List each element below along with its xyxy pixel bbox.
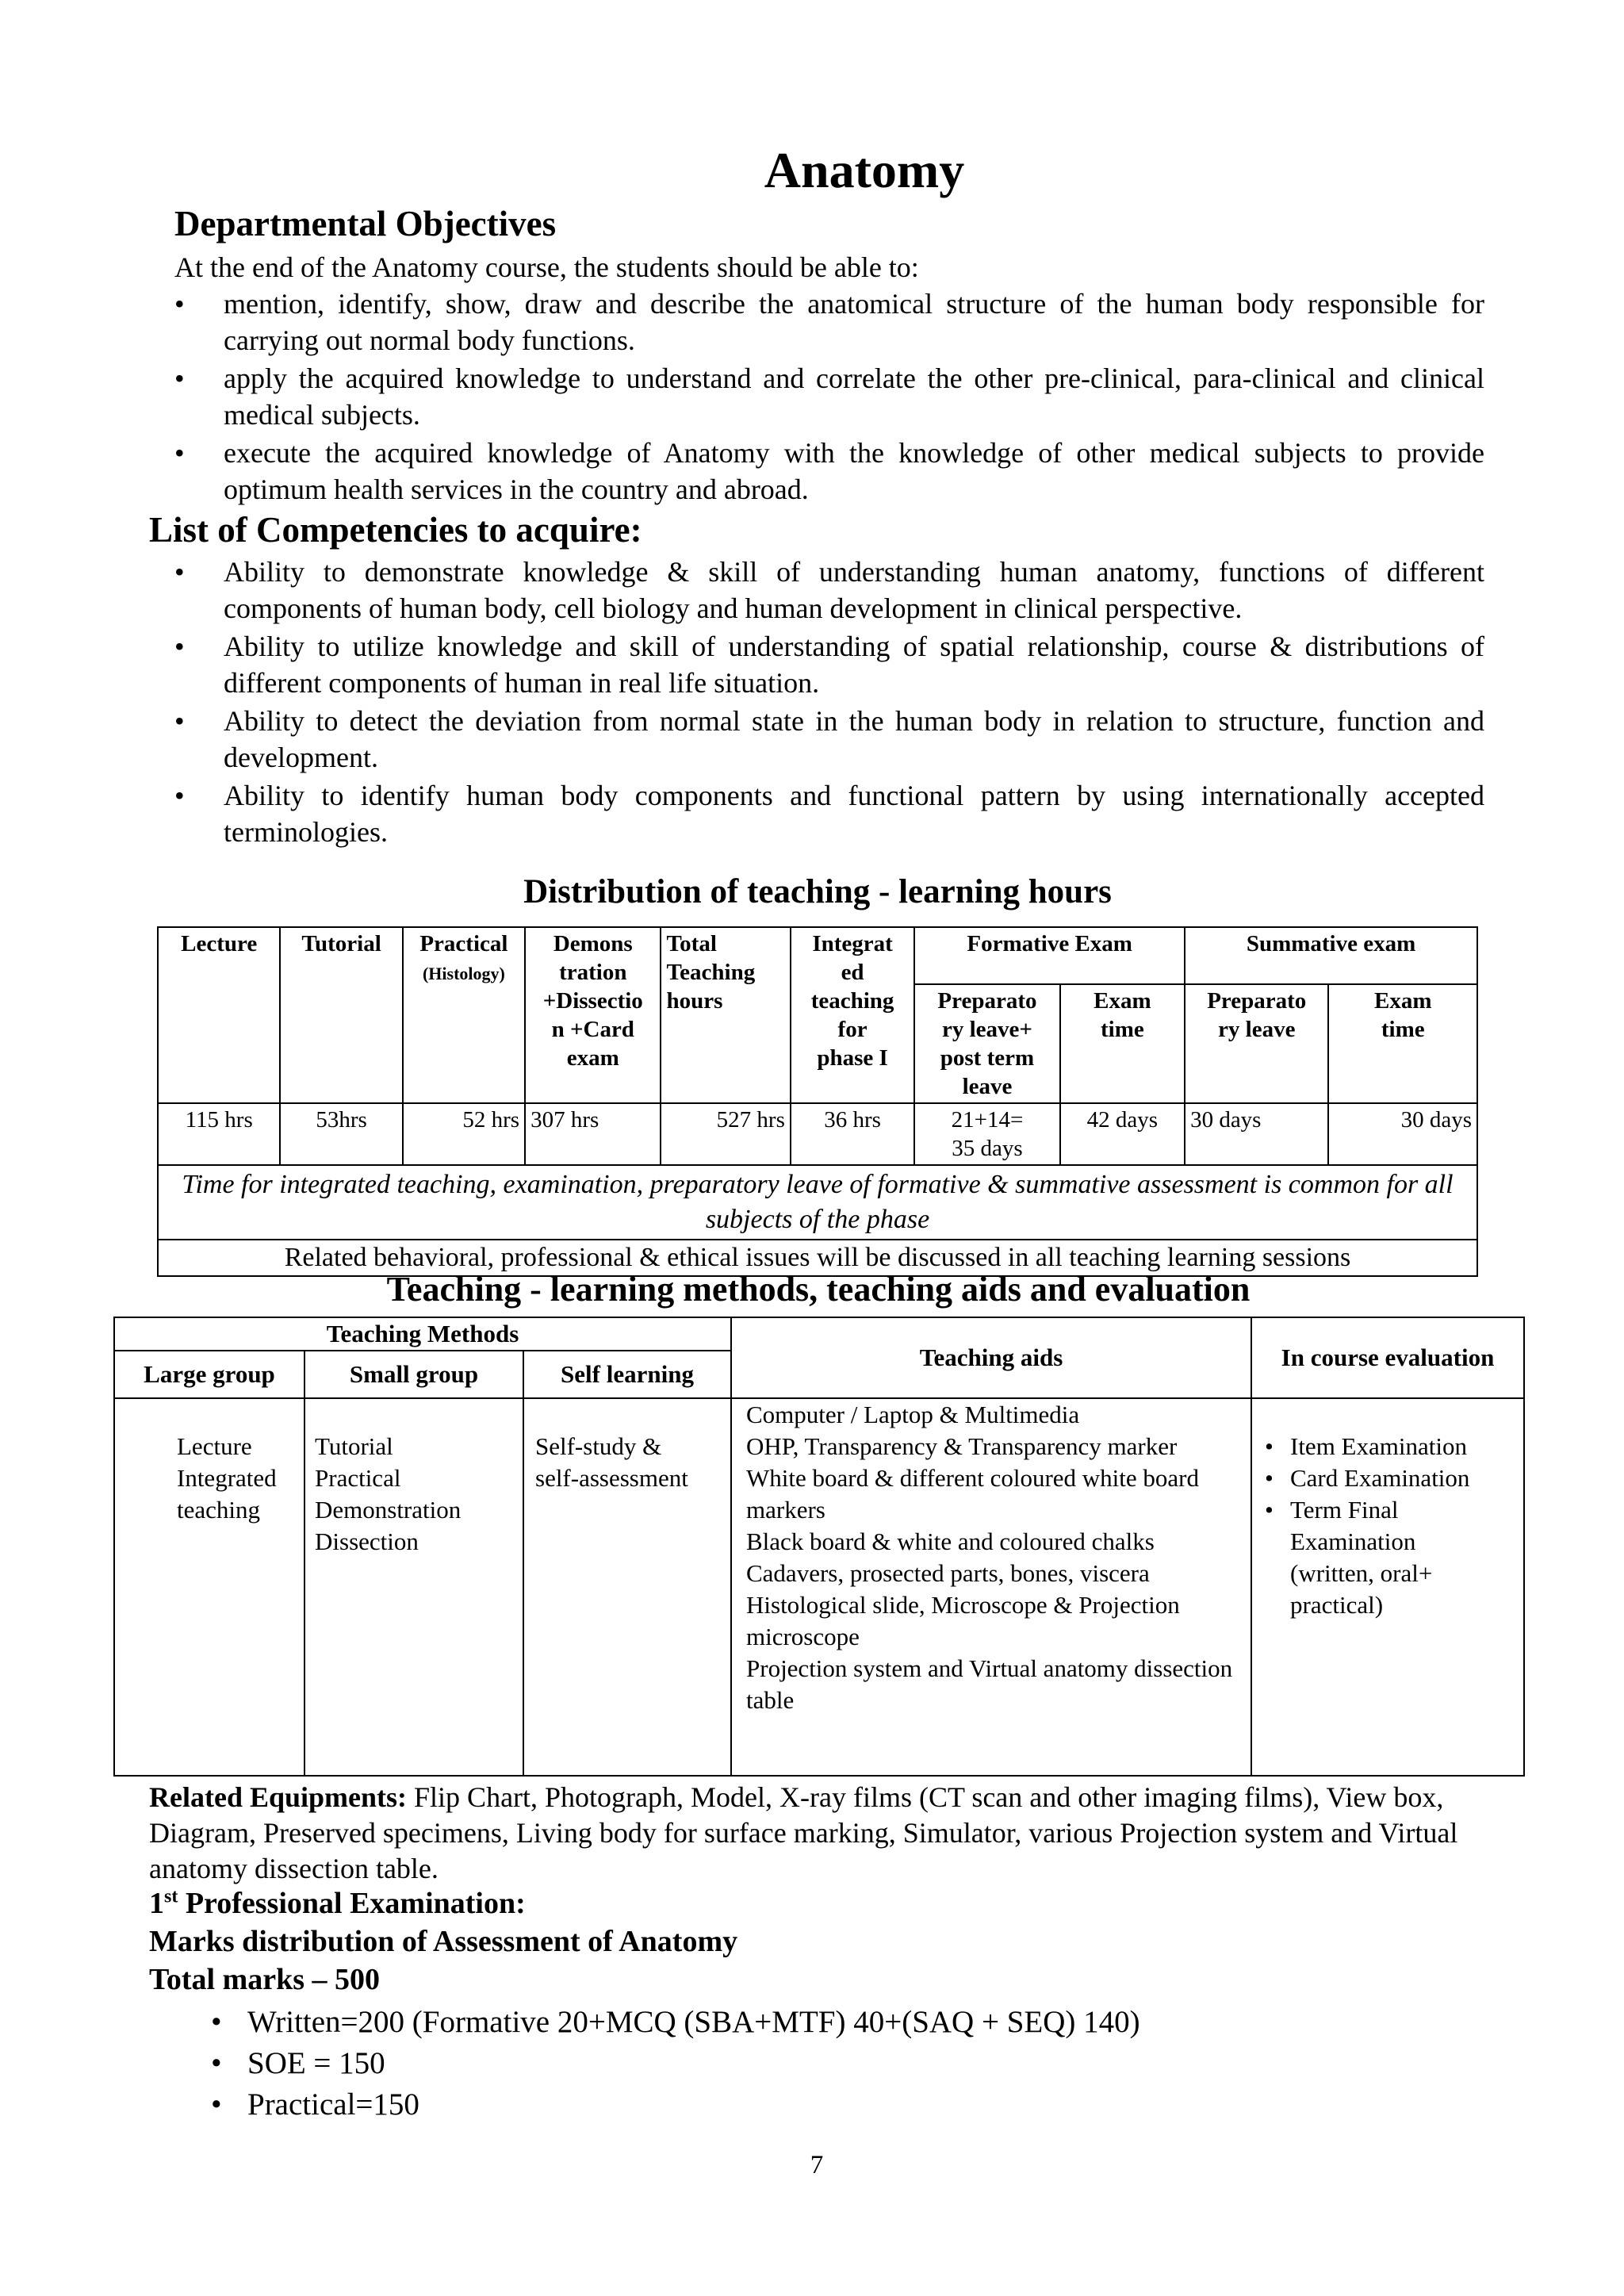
equipments-text: Flip Chart, Photograph, Model, X-ray films (CT scan and other imaging films), View box, Diagram, Preserved specimens, Living body for surface marking, Simulator, various Projection system and Virtual anatomy dissection table.	[149, 1781, 1458, 1884]
header-teaching-methods: Teaching Methods	[114, 1317, 731, 1351]
table-cell: 527 hrs	[661, 1103, 790, 1165]
list-item: • mention, identify, show, draw and describe the anatomical structure of the human body responsible for carrying out normal body functions.	[174, 286, 1484, 358]
header-self-learning: Self learning	[523, 1351, 731, 1398]
equipments-label: Related Equipments:	[149, 1781, 408, 1813]
page-number: 7	[810, 2151, 824, 2179]
table-cell: 21+14= 35 days	[914, 1103, 1059, 1165]
list-item: • Term Final Examination (written, oral+ practical)	[1255, 1494, 1500, 1621]
table-cell: 115 hrs	[158, 1103, 280, 1165]
page-title: Anatomy	[764, 142, 965, 198]
header-formative-exam: Formative Exam	[914, 927, 1185, 984]
header-practical: Practical (Histology)	[403, 927, 525, 1103]
list-item: Computer / Laptop & Multimedia	[746, 1401, 1080, 1428]
header-demonstration: Demons tration +Dissectio n +Card exam	[525, 927, 661, 1103]
list-item: • Card Examination	[1255, 1462, 1500, 1494]
objectives-list	[174, 286, 1484, 509]
list-item: • Ability to detect the deviation from normal state in the human body in relation to structure, function and development.	[174, 703, 1484, 776]
list-item: • SOE = 150	[198, 2043, 1388, 2084]
header-large-group: Large group	[114, 1351, 304, 1398]
teaching-aids-cell	[731, 1398, 1251, 1776]
header-lecture: Lecture	[158, 927, 280, 1103]
table-cell: 36 hrs	[791, 1103, 914, 1165]
list-item: White board & different coloured white board markers	[746, 1464, 1200, 1524]
header-tutorial: Tutorial	[280, 927, 402, 1103]
distribution-heading: Distribution of teaching - learning hours	[523, 873, 1112, 910]
methods-heading: Teaching - learning methods, teaching aids and evaluation	[386, 1270, 1251, 1309]
methods-table	[113, 1317, 1525, 1777]
list-item: • execute the acquired knowledge of Anatomy with the knowledge of other medical subjects to provide optimum health services in the country and abroad.	[174, 435, 1484, 508]
header-small-group: Small group	[304, 1351, 523, 1398]
header-total-hours: Total Teaching hours	[661, 927, 790, 1103]
objectives-intro: At the end of the Anatomy course, the students should be able to:	[174, 251, 919, 283]
list-item: • Written=200 (Formative 20+MCQ (SBA+MTF) 40+(SAQ + SEQ) 140)	[198, 2002, 1388, 2043]
table-cell: 30 days	[1328, 1103, 1477, 1165]
header-teaching-aids: Teaching aids	[731, 1317, 1251, 1398]
header-summative-exam-time: Exam time	[1328, 984, 1477, 1103]
header-summative-exam: Summative exam	[1185, 927, 1477, 984]
list-item: • Ability to utilize knowledge and skill of understanding of spatial relationship, course & distributions of different components of human in real life situation.	[174, 628, 1484, 701]
table-cell: 52 hrs	[403, 1103, 525, 1165]
header-summative-prep: Preparato ry leave	[1185, 984, 1328, 1103]
list-item: Histological slide, Microscope & Projection microscope	[746, 1591, 1180, 1650]
list-item: • Ability to demonstrate knowledge & skill of understanding human anatomy, functions of different components of human body, cell biology and human development in clinical perspective.	[174, 554, 1484, 627]
list-item: • Ability to identify human body components and functional pattern by using internationally accepted terminologies.	[174, 777, 1484, 850]
self-learning-cell: Self-study & self-assessment	[523, 1398, 731, 1776]
table-cell: 307 hrs	[525, 1103, 661, 1165]
practical-subheader: (Histology)	[422, 964, 505, 983]
objectives-heading: Departmental Objectives	[174, 204, 557, 243]
header-formative-exam-time: Exam time	[1060, 984, 1185, 1103]
large-group-cell: Lecture Integrated teaching	[114, 1398, 304, 1776]
table-note-italic: Time for integrated teaching, examination, preparatory leave of formative & summative assessment is common for all subjects of the phase	[158, 1165, 1477, 1240]
table-cell: 42 days	[1060, 1103, 1185, 1165]
header-evaluation: In course evaluation	[1251, 1317, 1524, 1398]
marks-list	[198, 2002, 1388, 2125]
competencies-heading: List of Competencies to acquire:	[149, 510, 642, 550]
evaluation-cell	[1251, 1398, 1524, 1776]
list-item: OHP, Transparency & Transparency marker	[746, 1432, 1178, 1460]
list-item: • Item Examination	[1255, 1431, 1500, 1462]
distribution-table	[157, 926, 1478, 1277]
list-item: Cadavers, prosected parts, bones, viscera	[746, 1559, 1150, 1587]
table-cell: 53hrs	[280, 1103, 402, 1165]
table-cell: 30 days	[1185, 1103, 1328, 1165]
competencies-list	[174, 554, 1484, 852]
list-item: Black board & white and coloured chalks	[746, 1527, 1155, 1555]
list-item: Projection system and Virtual anatomy dissection table	[746, 1654, 1233, 1714]
related-equipments	[149, 1780, 1489, 1887]
list-item: • Practical=150	[198, 2084, 1388, 2125]
marks-heading: Marks distribution of Assessment of Anatomy	[149, 1925, 738, 1958]
table-note-plain: Related behavioral, professional & ethical issues will be discussed in all teaching learning sessions	[158, 1240, 1477, 1276]
list-item: • apply the acquired knowledge to understand and correlate the other pre-clinical, para-clinical and clinical medical subjects.	[174, 360, 1484, 433]
total-marks: Total marks – 500	[149, 1963, 381, 1996]
professional-exam-heading: 1st Professional Examination:	[149, 1886, 526, 1920]
header-formative-prep: Preparato ry leave+ post term leave	[914, 984, 1059, 1103]
evaluation-list	[1255, 1431, 1500, 1621]
header-integrated: Integrat ed teaching for phase I	[791, 927, 914, 1103]
small-group-cell: Tutorial Practical Demonstration Dissection	[304, 1398, 523, 1776]
